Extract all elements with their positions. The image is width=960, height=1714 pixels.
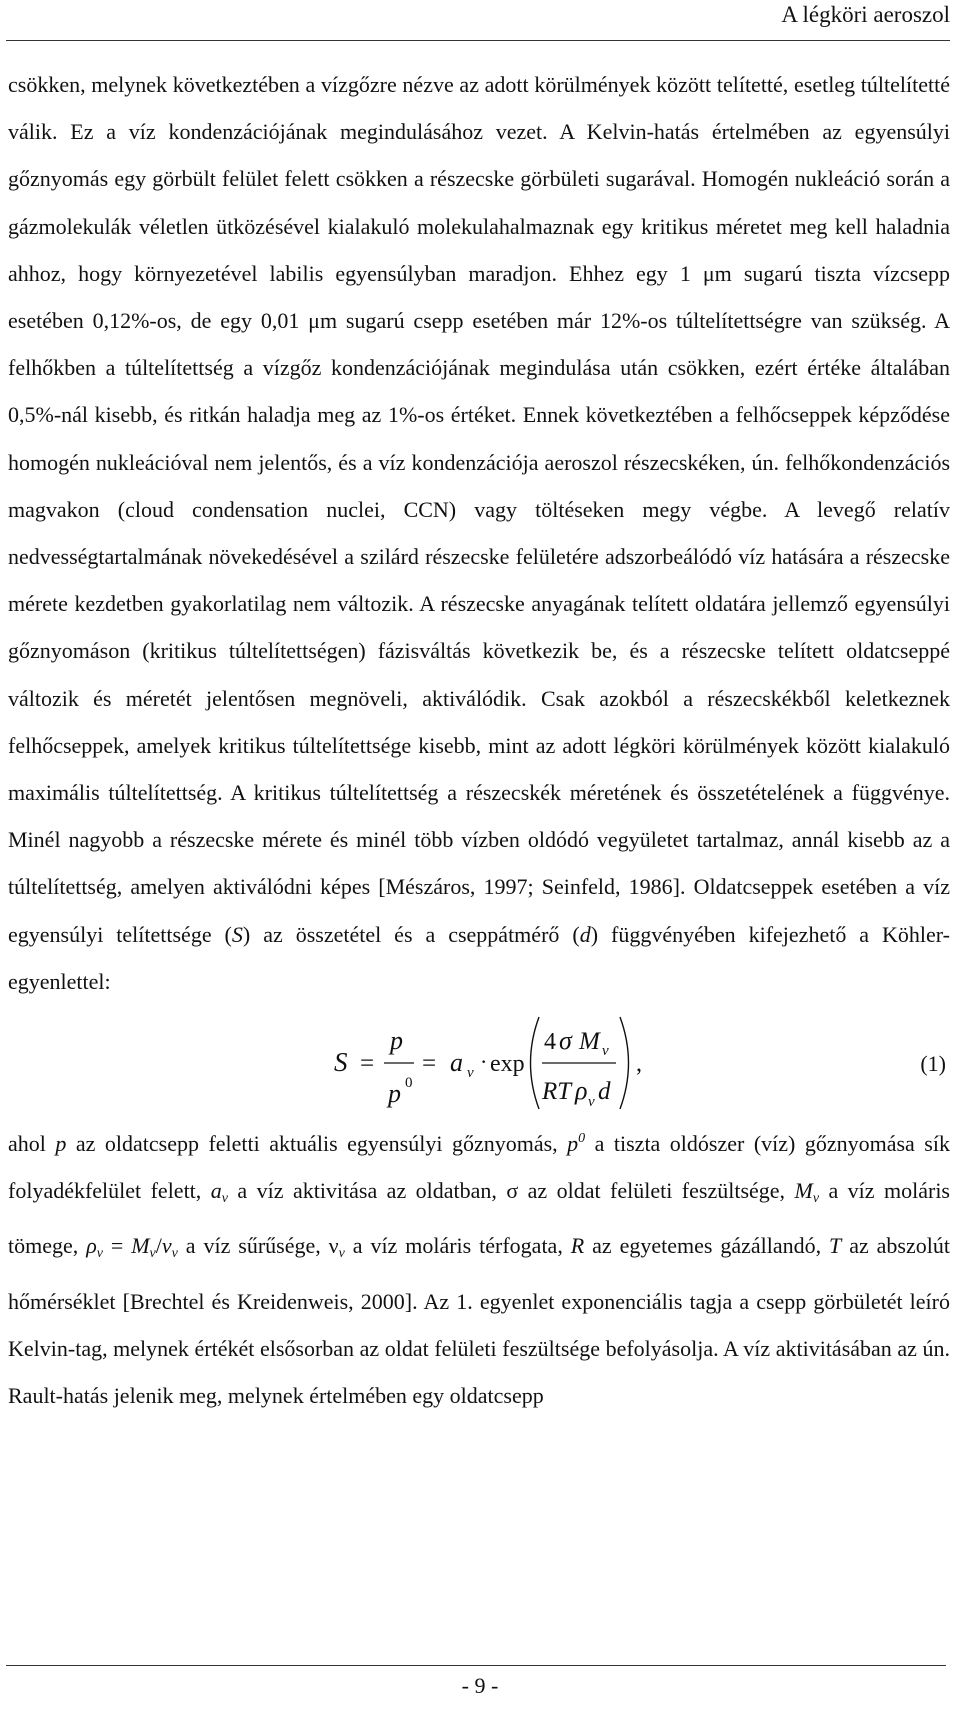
symbol-nu-subscript: v [171, 1246, 178, 1262]
eq-p-denominator: p [388, 1079, 401, 1109]
symbol-nu: ν [161, 1233, 172, 1259]
symbol-M-2: M [131, 1233, 150, 1259]
eq-p0-superscript: 0 [405, 1075, 413, 1092]
page-body [8, 61, 950, 1419]
def-text-1: ahol [8, 1131, 56, 1157]
kohler-equation [8, 1005, 950, 1115]
eq-equals-1: = [360, 1050, 375, 1078]
symbol-p0-superscript: 0 [578, 1131, 586, 1147]
eq-left-paren [531, 1017, 540, 1109]
paragraph-intro-mid: ) az összetétel és a cseppátmérő ( [242, 921, 580, 947]
eq-comma: , [636, 1051, 642, 1078]
def-equals: = [102, 1233, 132, 1259]
def-slash: / [155, 1233, 162, 1259]
symbol-M: M [794, 1178, 813, 1204]
eq-S: S [334, 1047, 348, 1078]
symbol-nu-2-subscript: v [338, 1246, 345, 1262]
eq-M: M [579, 1028, 600, 1056]
eq-exp: exp [490, 1051, 525, 1078]
eq-equals-2: = [422, 1050, 437, 1078]
paragraph-definitions [8, 1115, 950, 1419]
eq-M-subscript: v [602, 1043, 609, 1060]
eq-dot: · [480, 1049, 488, 1075]
symbol-d: d [579, 921, 591, 947]
paragraph-intro-text: csökken, melynek következtében a vízgőzre nézve az adott körülmények között telítetté, esetleg túltelítetté válik. Ez a víz kondenzációjának megindulásához vezet. A Kelvin-hatás értelmében az egyensúlyi gőznyomás egy görbült felület felett csökken a részecske görbületi sugarával. Homogén nukleáció során a gázmolekulák véletlen ütközésével kialakuló molekulahalmaznak egy kritikus méretet meg kell haladnia ahhoz, hogy környezetével labilis egyensúlyban maradjon. Ehhez egy 1 μm sugarú tiszta vízcsepp esetében 0,12%-os, de egy 0,01 μm sugarú csepp esetében már 12%-os túltelítettségre van szükség. A felhőkben a túltelítettség a vízgőz kondenzációjának megindulása után csökken, ezért értéke általában 0,5%-nál kisebb, és ritkán haladja meg az 1%-os értéket. Ennek következtében a felhőcseppek képződése homogén nukleációval nem jelentős, és a víz kondenzációja aeroszol részecskéken, ún. felhőkondenzációs magvakon (cloud condensation nuclei, CCN) vagy töltéseken megy végbe. A levegő relatív nedvességtartalmának növekedésével a szilárd részecske felületére adszorbeálódó víz hatására a részecske mérete kezdetben gyakorlatilag nem változik. A részecske anyagának telített oldatára jellemző egyensúlyi gőznyomáson (kritikus túltelítettségen) fázisváltás következik be, és a részecske telített oldatcseppé változik és méretét jelentősen megnöveli, aktiválódik. Csak azokból a részecskékből keletkeznek felhőcseppek, amelyek kritikus túltelítettsége kisebb, mint az adott légköri körülmények között kialakuló maximális túltelítettség. A kritikus túltelítettség a részecskék méretének és összetételének a függvénye. Minél nagyobb a részecske mérete és minél több vízben oldódó vegyületet tartalmaz, annál kisebb az a túltelítettség, amelyen aktiválódni képes [Mészáros, 1997; Seinfeld, 1986]. Oldatcseppek esetében a víz egyensúlyi telítettsége ( [8, 72, 950, 947]
def-text-3: a tiszta oldószer (víz) gőznyomása sík folyadékfelület felett, [8, 1131, 950, 1204]
def-text-9: az abszolút hőmérséklet [Brechtel és Kreidenweis, 2000]. Az 1. egyenlet exponenciális tagja a csepp görbületét leíró Kelvin-tag, melynek értékét elsősorban az oldat felületi feszültsége befolyásolja. A víz aktivitásában az ún. Rault-hatás jelenik meg, melynek értelmében egy oldatcsepp [8, 1233, 950, 1409]
symbol-R: R [570, 1233, 585, 1259]
eq-p-numerator: p [390, 1026, 403, 1056]
equation-number: (1) [920, 1051, 946, 1077]
eq-four: 4 [544, 1029, 556, 1056]
symbol-a: a [210, 1178, 222, 1204]
def-text-4: a víz aktivitása az oldatban, σ az oldat felületi feszültsége, [227, 1178, 795, 1204]
eq-rho: ρ [575, 1076, 588, 1106]
footer-rule [6, 1665, 946, 1666]
symbol-T: T [829, 1233, 842, 1259]
eq-rho-subscript: v [588, 1094, 595, 1111]
symbol-p: p [55, 1131, 67, 1157]
paragraph-intro [8, 61, 950, 1005]
def-text-8: az egyetemes gázállandó, [584, 1233, 830, 1259]
symbol-rho: ρ [86, 1233, 97, 1259]
symbol-M-subscript: v [812, 1191, 820, 1207]
eq-d: d [598, 1078, 611, 1106]
header-rule [6, 40, 950, 41]
def-text-7: a víz moláris térfogata, [344, 1233, 571, 1259]
eq-a: a [450, 1048, 463, 1078]
def-text-2: az oldatcsepp feletti aktuális egyensúlyi gőznyomás, [66, 1131, 568, 1157]
symbol-M-2-subscript: v [149, 1246, 156, 1262]
def-text-5: a víz moláris tömege, [8, 1178, 950, 1259]
eq-a-subscript: v [467, 1065, 474, 1082]
page-number: - 9 - [461, 1673, 499, 1698]
eq-right-paren [620, 1017, 629, 1109]
eq-RT: RT [542, 1078, 572, 1106]
running-title: A légköri aeroszol [781, 2, 950, 27]
equation-graphic [326, 1005, 646, 1115]
paragraph-intro-end: ) függvényében kifejezhető a Köhler-egyenlettel: [8, 921, 951, 994]
symbol-p0: p [567, 1131, 579, 1157]
symbol-rho-subscript: v [96, 1246, 103, 1262]
def-text-6: a víz sűrűsége, ν [177, 1233, 339, 1259]
symbol-a-subscript: v [221, 1191, 228, 1207]
symbol-S: S [231, 921, 243, 947]
eq-sigma: σ [559, 1026, 572, 1056]
